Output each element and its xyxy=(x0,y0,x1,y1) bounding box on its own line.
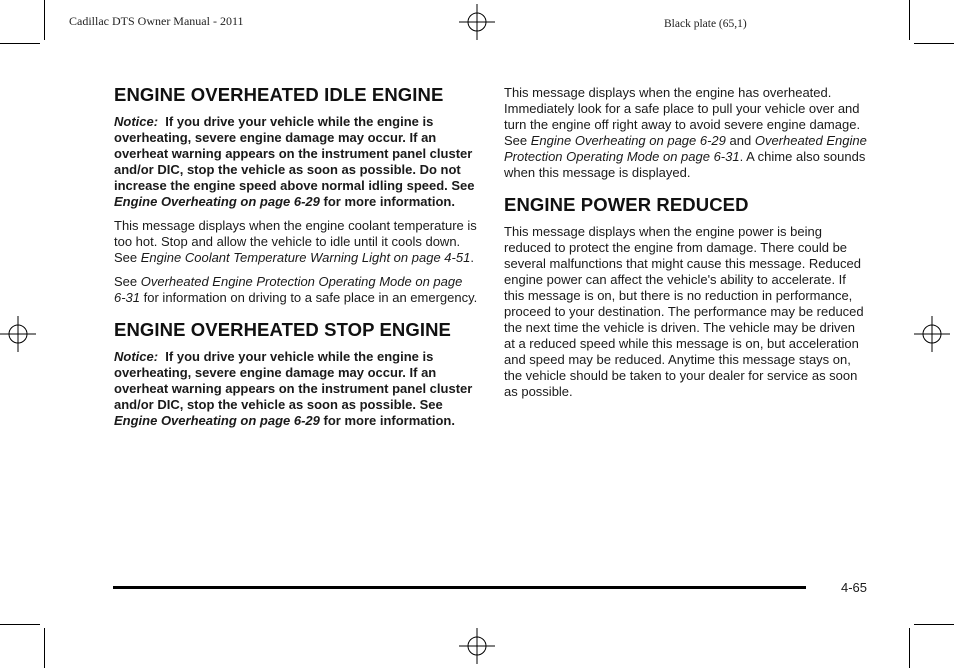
cross-reference-link[interactable]: Engine Overheating on page 6‑29 xyxy=(114,194,320,209)
section-title-idle-engine: ENGINE OVERHEATED IDLE ENGINE xyxy=(114,84,444,105)
notice-label: Notice: xyxy=(114,349,159,364)
notice-idle-engine: Notice: If you drive your vehicle while the engine is overheating, severe engine damage may occur. If an overheat warning appears on the instrument panel cluster and/or DIC, stop the vehicle as soon as possible. Do not increase the engine speed above normal idling speed. See Engine Overheating on page 6‑29 for more information. xyxy=(114,114,475,209)
paragraph-power-reduced: This message displays when the engine power is being reduced to protect the engine from damage. There could be several malfunctions that might cause this message. Reduced engine power can affect the vehicle's ability to accelerate. If this message is on, but there is no reduction in performance, proceed to your destination. The performance may be reduced the next time the vehicle is driven. The vehicle may be driven at a reduced speed while this message is on, but acceleration and speed may be reduced. Anytime this message stays on, the vehicle should be taken to your dealer for service as soon as possible. xyxy=(504,224,864,399)
registration-mark-icon xyxy=(459,4,495,40)
page-number: 4-65 xyxy=(841,580,868,595)
crop-mark xyxy=(0,624,40,625)
header-left: Cadillac DTS Owner Manual - 2011 xyxy=(69,14,244,28)
cross-reference-link[interactable]: Engine Overheating on page 6‑29 xyxy=(114,413,320,428)
section-title-stop-engine: ENGINE OVERHEATED STOP ENGINE xyxy=(114,319,451,340)
crop-mark xyxy=(914,624,954,625)
crop-mark xyxy=(44,0,45,40)
notice-stop-engine: Notice: If you drive your vehicle while the engine is overheating, severe engine damage may occur. If an overheat warning appears on the instrument panel cluster and/or DIC, stop the vehicle as soon as possible. See Engine Overheating on page 6‑29 for more information. xyxy=(114,349,473,428)
header-right: Black plate (65,1) xyxy=(664,18,747,30)
crop-mark xyxy=(0,43,40,44)
cross-reference-link[interactable]: Engine Coolant Temperature Warning Light on page 4‑51 xyxy=(140,250,471,265)
crop-mark xyxy=(909,0,910,40)
cross-reference-link[interactable]: Engine Overheating on page 6‑29 xyxy=(530,133,726,148)
right-column xyxy=(504,85,868,408)
crop-mark xyxy=(44,628,45,668)
section-title-power-reduced: ENGINE POWER REDUCED xyxy=(504,194,749,215)
footer-rule xyxy=(113,586,806,589)
registration-mark-icon xyxy=(459,628,495,664)
cross-reference-link[interactable]: Overheated Engine Protection Operating Mode on page 6‑31 xyxy=(504,133,867,164)
registration-mark-icon xyxy=(0,316,36,352)
registration-mark-icon xyxy=(914,316,950,352)
cross-reference-link[interactable]: Overheated Engine Protection Operating Mode on page 6‑31 xyxy=(114,274,463,305)
crop-mark xyxy=(914,43,954,44)
paragraph-idle-see: See Overheated Engine Protection Operating Mode on page 6‑31 for information on driving to a safe place in an emergency. xyxy=(114,274,478,305)
paragraph-idle-coolant: This message displays when the engine coolant temperature is too hot. Stop and allow the vehicle to idle until it cools down. See Engine Coolant Temperature Warning Light on page 4‑51. xyxy=(114,218,477,265)
left-column xyxy=(114,85,480,437)
paragraph-stop-engine: This message displays when the engine has overheated. Immediately look for a safe place to pull your vehicle over and turn the engine off right away to avoid severe engine damage. See Engine Overheating on page 6‑29 and Overheated Engine Protection Operating Mode on page 6‑31. A chime also sounds when this message is displayed. xyxy=(504,85,867,180)
notice-label: Notice: xyxy=(114,114,159,129)
crop-mark xyxy=(909,628,910,668)
